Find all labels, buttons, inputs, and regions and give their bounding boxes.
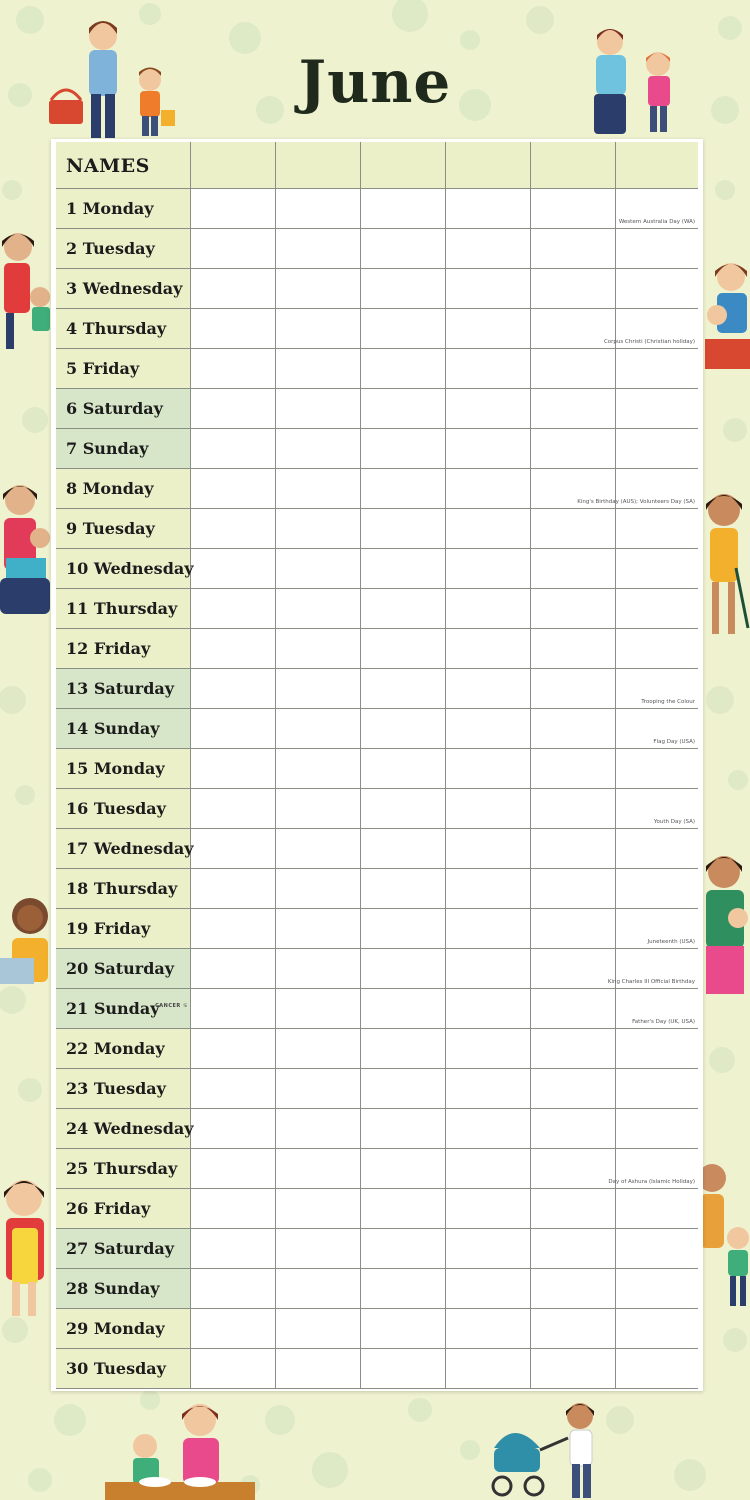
entry-cell[interactable]	[191, 1029, 276, 1068]
entry-cell[interactable]	[616, 1349, 698, 1388]
entry-cell[interactable]	[361, 869, 446, 908]
entry-cell[interactable]	[191, 749, 276, 788]
entry-cell[interactable]	[191, 789, 276, 828]
entry-cell[interactable]	[276, 869, 361, 908]
name-column-header[interactable]	[446, 142, 531, 188]
entry-cell[interactable]	[616, 1029, 698, 1068]
name-column-header[interactable]	[361, 142, 446, 188]
mother-child-reading-illustration-right	[703, 255, 750, 375]
holiday-note: King's Birthday (AUS); Volunteers Day (SA)	[577, 499, 695, 505]
entry-cell[interactable]	[616, 749, 698, 788]
entry-cell[interactable]	[531, 189, 616, 228]
entry-cell[interactable]	[446, 949, 531, 988]
entry-cell[interactable]	[616, 509, 698, 548]
entry-cell[interactable]	[276, 309, 361, 348]
entry-cell[interactable]	[616, 1269, 698, 1308]
entry-cell[interactable]	[361, 589, 446, 628]
entry-cell[interactable]	[531, 629, 616, 668]
entry-cell[interactable]	[446, 1189, 531, 1228]
entry-cell[interactable]	[191, 1269, 276, 1308]
day-label: 15 Monday	[56, 749, 191, 788]
holiday-note: Youth Day (SA)	[653, 819, 695, 825]
entry-cell[interactable]	[446, 1029, 531, 1068]
entry-cell[interactable]	[531, 709, 616, 748]
day-row	[56, 1229, 698, 1269]
entry-cell[interactable]	[191, 1309, 276, 1348]
day-row	[56, 389, 698, 429]
entry-cell[interactable]	[276, 229, 361, 268]
entry-cell[interactable]	[446, 669, 531, 708]
entry-cell[interactable]	[361, 1269, 446, 1308]
entry-cell[interactable]	[276, 549, 361, 588]
entry-cell[interactable]	[276, 189, 361, 228]
entry-cell[interactable]	[531, 229, 616, 268]
entry-cell[interactable]	[531, 1149, 616, 1188]
entry-cell[interactable]	[616, 869, 698, 908]
entry-cell[interactable]	[616, 629, 698, 668]
entry-cell[interactable]	[361, 789, 446, 828]
entry-cell[interactable]	[361, 1309, 446, 1348]
entry-cell[interactable]	[531, 1029, 616, 1068]
day-row	[56, 1349, 698, 1389]
entry-cell[interactable]	[276, 429, 361, 468]
day-label: 9 Tuesday	[56, 509, 191, 548]
entry-cell[interactable]	[191, 469, 276, 508]
entry-cell[interactable]	[446, 589, 531, 628]
entry-cell[interactable]	[531, 949, 616, 988]
entry-cell[interactable]	[191, 669, 276, 708]
entry-cell[interactable]	[531, 269, 616, 308]
holiday-note: Corpus Christi (Christian holiday)	[603, 339, 695, 345]
entry-cell[interactable]	[276, 389, 361, 428]
entry-cell[interactable]	[361, 829, 446, 868]
day-label: 13 Saturday	[56, 669, 191, 708]
entry-cell[interactable]	[446, 869, 531, 908]
entry-cell[interactable]	[191, 869, 276, 908]
day-label: 22 Monday	[56, 1029, 191, 1068]
name-column-header[interactable]	[191, 142, 276, 188]
day-row	[56, 949, 698, 989]
holiday-note: Flag Day (USA)	[653, 739, 695, 745]
entry-cell[interactable]	[531, 589, 616, 628]
entry-cell[interactable]	[361, 1149, 446, 1188]
day-row	[56, 909, 698, 949]
entry-cell[interactable]	[191, 829, 276, 868]
entry-cell[interactable]	[616, 709, 698, 748]
entry-cell[interactable]	[531, 1109, 616, 1148]
day-row	[56, 1109, 698, 1149]
entry-cell[interactable]	[361, 429, 446, 468]
entry-cell[interactable]	[446, 1069, 531, 1108]
entry-cell[interactable]	[276, 989, 361, 1028]
entry-cell[interactable]	[361, 189, 446, 228]
day-row	[56, 1189, 698, 1229]
entry-cell[interactable]	[191, 189, 276, 228]
entry-cell[interactable]	[446, 389, 531, 428]
day-row	[56, 229, 698, 269]
day-label: 6 Saturday	[56, 389, 191, 428]
entry-cell[interactable]	[276, 749, 361, 788]
entry-cell[interactable]	[446, 1269, 531, 1308]
entry-cell[interactable]	[276, 1269, 361, 1308]
entry-cell[interactable]	[276, 349, 361, 388]
entry-cell[interactable]	[276, 669, 361, 708]
day-row	[56, 989, 698, 1029]
entry-cell[interactable]	[276, 1069, 361, 1108]
day-label: 1 Monday	[56, 189, 191, 228]
day-label: 26 Friday	[56, 1189, 191, 1228]
entry-cell[interactable]	[446, 1309, 531, 1348]
day-row	[56, 629, 698, 669]
entry-cell[interactable]	[361, 309, 446, 348]
day-row	[56, 309, 698, 349]
entry-cell[interactable]	[531, 749, 616, 788]
day-label: 5 Friday	[56, 349, 191, 388]
day-label: 4 Thursday	[56, 309, 191, 348]
entry-cell[interactable]	[616, 229, 698, 268]
day-label: 8 Monday	[56, 469, 191, 508]
entry-cell[interactable]	[191, 1149, 276, 1188]
day-label: 17 Wednesday	[56, 829, 191, 868]
entry-cell[interactable]	[361, 469, 446, 508]
entry-cell[interactable]	[361, 1029, 446, 1068]
entry-cell[interactable]	[616, 909, 698, 948]
day-label: 18 Thursday	[56, 869, 191, 908]
entry-cell[interactable]	[616, 989, 698, 1028]
girl-in-apron-illustration	[0, 1172, 52, 1322]
name-column-header[interactable]	[616, 142, 698, 188]
woman-with-laptop-illustration	[0, 888, 52, 998]
entry-cell[interactable]	[276, 789, 361, 828]
entry-cell[interactable]	[531, 1069, 616, 1108]
entry-cell[interactable]	[577, 469, 698, 508]
entry-cell[interactable]	[531, 869, 616, 908]
entry-cell[interactable]	[531, 989, 616, 1028]
entry-cell[interactable]	[446, 549, 531, 588]
mother-daughter-washing-dishes-illustration	[105, 1398, 255, 1500]
entry-cell[interactable]	[616, 389, 698, 428]
entry-cell[interactable]	[616, 1109, 698, 1148]
entry-cell[interactable]	[446, 349, 531, 388]
day-row	[56, 269, 698, 309]
entry-cell[interactable]	[446, 509, 531, 548]
entry-cell[interactable]	[531, 1309, 616, 1348]
entry-cell[interactable]	[361, 1109, 446, 1148]
day-row	[56, 469, 698, 509]
entry-cell[interactable]	[191, 949, 276, 988]
entry-cell[interactable]	[276, 949, 361, 988]
entry-cell[interactable]	[361, 709, 446, 748]
entry-cell[interactable]	[531, 1349, 616, 1388]
entry-cell[interactable]	[361, 989, 446, 1028]
entry-cell[interactable]	[276, 1149, 361, 1188]
entry-cell[interactable]	[276, 1109, 361, 1148]
entry-cell[interactable]	[616, 429, 698, 468]
day-label: 11 Thursday	[56, 589, 191, 628]
entry-cell[interactable]	[446, 1149, 531, 1188]
entry-cell[interactable]	[191, 549, 276, 588]
zodiac-sign-label: CANCER ♋	[155, 1003, 188, 1009]
entry-cell[interactable]	[531, 349, 616, 388]
day-label: 2 Tuesday	[56, 229, 191, 268]
day-label: 21 Sunday CANCER ♋	[56, 989, 191, 1028]
holiday-note: Day of Ashura (Islamic Holiday)	[608, 1179, 695, 1185]
entry-cell[interactable]	[191, 429, 276, 468]
mother-son-illustration-left	[0, 225, 52, 355]
day-label: 25 Thursday	[56, 1149, 191, 1188]
entry-cell[interactable]	[616, 1069, 698, 1108]
holiday-note: King Charles III Official Birthday	[607, 979, 695, 985]
entry-cell[interactable]	[276, 269, 361, 308]
entry-cell[interactable]	[361, 909, 446, 948]
entry-cell[interactable]	[361, 949, 446, 988]
entry-cell[interactable]	[191, 1349, 276, 1388]
day-label: 20 Saturday	[56, 949, 191, 988]
entry-cell[interactable]	[276, 1349, 361, 1388]
entry-cell[interactable]	[531, 389, 616, 428]
day-label: 23 Tuesday	[56, 1069, 191, 1108]
entry-cell[interactable]	[191, 389, 276, 428]
day-row	[56, 549, 698, 589]
entry-cell[interactable]	[446, 909, 531, 948]
day-label: 19 Friday	[56, 909, 191, 948]
entry-cell[interactable]	[446, 269, 531, 308]
entry-cell[interactable]	[361, 509, 446, 548]
day-row	[56, 349, 698, 389]
entry-cell[interactable]	[616, 829, 698, 868]
holiday-note: Father's Day (UK, USA)	[632, 1019, 695, 1025]
entry-cell[interactable]	[191, 229, 276, 268]
entry-cell[interactable]	[531, 1269, 616, 1308]
entry-cell[interactable]	[276, 829, 361, 868]
entry-cell[interactable]	[191, 629, 276, 668]
entry-cell[interactable]	[276, 709, 361, 748]
entry-cell[interactable]	[616, 1189, 698, 1228]
entry-cell[interactable]	[191, 909, 276, 948]
entry-cell[interactable]	[191, 1229, 276, 1268]
day-row	[56, 829, 698, 869]
entry-cell[interactable]	[361, 1229, 446, 1268]
entry-cell[interactable]	[446, 789, 531, 828]
day-row	[56, 589, 698, 629]
entry-cell[interactable]	[446, 189, 531, 228]
entry-cell[interactable]	[446, 429, 531, 468]
entry-cell[interactable]	[191, 1069, 276, 1108]
day-row	[56, 429, 698, 469]
day-row	[56, 1149, 698, 1189]
month-title: June	[298, 48, 452, 116]
entry-cell[interactable]	[531, 1229, 616, 1268]
day-row	[56, 669, 698, 709]
entry-cell[interactable]	[361, 269, 446, 308]
day-row	[56, 189, 698, 229]
entry-cell[interactable]	[446, 229, 531, 268]
entry-cell[interactable]	[531, 549, 616, 588]
entry-cell[interactable]	[446, 629, 531, 668]
entry-cell[interactable]	[531, 509, 616, 548]
entry-cell[interactable]	[361, 1349, 446, 1388]
entry-cell[interactable]	[276, 589, 361, 628]
entry-cell[interactable]	[361, 669, 446, 708]
mother-reading-book-illustration-left	[0, 478, 52, 618]
day-row	[56, 869, 698, 909]
name-column-header[interactable]	[531, 142, 616, 188]
entry-cell[interactable]	[276, 1309, 361, 1348]
entry-cell[interactable]	[616, 349, 698, 388]
entry-cell[interactable]	[276, 629, 361, 668]
day-label: 30 Tuesday	[56, 1349, 191, 1388]
entry-cell[interactable]	[531, 669, 616, 708]
holiday-note: Western Australia Day (WA)	[618, 219, 695, 225]
day-label: 12 Friday	[56, 629, 191, 668]
entry-cell[interactable]	[446, 1109, 531, 1148]
entry-cell[interactable]	[276, 469, 361, 508]
entry-cell[interactable]	[446, 989, 531, 1028]
day-label: 29 Monday	[56, 1309, 191, 1348]
day-row	[56, 1309, 698, 1349]
mother-with-stroller-illustration	[488, 1398, 608, 1500]
entry-cell[interactable]	[191, 269, 276, 308]
entry-cell[interactable]	[191, 309, 276, 348]
family-planner-sheet	[51, 139, 703, 1391]
entry-cell[interactable]	[191, 1109, 276, 1148]
entry-cell[interactable]	[603, 309, 698, 348]
entry-cell[interactable]	[446, 709, 531, 748]
entry-cell[interactable]	[616, 789, 698, 828]
entry-cell[interactable]	[191, 509, 276, 548]
day-label: 7 Sunday	[56, 429, 191, 468]
entry-cell[interactable]	[191, 349, 276, 388]
entry-cell[interactable]	[361, 229, 446, 268]
mother-daughter-illustration-right	[700, 848, 750, 998]
entry-cell[interactable]	[616, 269, 698, 308]
day-row	[56, 709, 698, 749]
entry-cell[interactable]	[361, 1189, 446, 1228]
entry-cell[interactable]	[608, 1149, 698, 1188]
holiday-note: Trooping the Colour	[641, 699, 695, 705]
entry-cell[interactable]	[616, 669, 698, 708]
entry-cell[interactable]	[276, 909, 361, 948]
entry-cell[interactable]	[276, 509, 361, 548]
day-label: 16 Tuesday	[56, 789, 191, 828]
header-row	[56, 142, 698, 189]
entry-cell[interactable]	[531, 909, 616, 948]
day-label: 27 Saturday	[56, 1229, 191, 1268]
entry-cell[interactable]	[361, 749, 446, 788]
day-row	[56, 1029, 698, 1069]
entry-cell[interactable]	[191, 1189, 276, 1228]
holiday-note: Juneteenth (USA)	[647, 939, 695, 945]
entry-cell[interactable]	[616, 1229, 698, 1268]
entry-cell[interactable]	[616, 1309, 698, 1348]
entry-cell[interactable]	[446, 469, 531, 508]
entry-cell[interactable]	[531, 789, 616, 828]
entry-cell[interactable]	[607, 949, 698, 988]
day-label: 10 Wednesday	[56, 549, 191, 588]
entry-cell[interactable]	[361, 1069, 446, 1108]
names-header: NAMES	[56, 142, 191, 188]
entry-cell[interactable]	[446, 1229, 531, 1268]
day-row	[56, 1269, 698, 1309]
entry-cell[interactable]	[446, 1349, 531, 1388]
day-row	[56, 1069, 698, 1109]
entry-cell[interactable]	[191, 589, 276, 628]
entry-cell[interactable]	[191, 709, 276, 748]
entry-cell[interactable]	[616, 589, 698, 628]
entry-cell[interactable]	[361, 549, 446, 588]
day-row	[56, 749, 698, 789]
entry-cell[interactable]	[616, 549, 698, 588]
day-row	[56, 509, 698, 549]
day-label: 28 Sunday	[56, 1269, 191, 1308]
entry-cell[interactable]	[361, 629, 446, 668]
day-row	[56, 789, 698, 829]
entry-cell[interactable]	[276, 1229, 361, 1268]
entry-cell[interactable]	[361, 349, 446, 388]
day-label: 24 Wednesday	[56, 1109, 191, 1148]
entry-cell[interactable]	[276, 1029, 361, 1068]
entry-cell[interactable]	[446, 749, 531, 788]
day-label: 14 Sunday	[56, 709, 191, 748]
entry-cell[interactable]	[446, 829, 531, 868]
entry-cell[interactable]	[191, 989, 276, 1028]
name-column-header[interactable]	[276, 142, 361, 188]
entry-cell[interactable]	[616, 189, 698, 228]
entry-cell[interactable]	[531, 829, 616, 868]
mother-son-walking-illustration	[698, 1158, 750, 1313]
entry-cell[interactable]	[531, 429, 616, 468]
entry-cell[interactable]	[446, 309, 531, 348]
entry-cell[interactable]	[361, 389, 446, 428]
day-label: 3 Wednesday	[56, 269, 191, 308]
girl-vacuuming-illustration	[700, 488, 750, 643]
entry-cell[interactable]	[531, 1189, 616, 1228]
entry-cell[interactable]	[276, 1189, 361, 1228]
